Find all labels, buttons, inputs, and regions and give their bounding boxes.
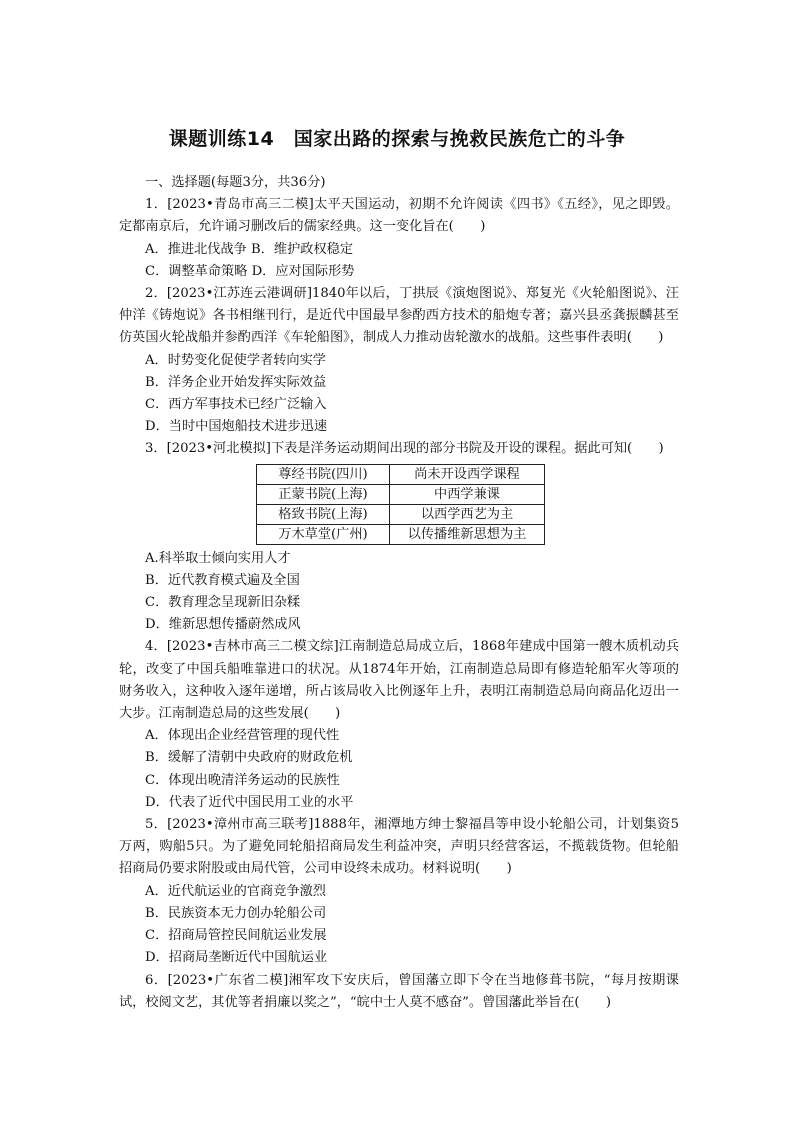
table-cell: 尚未开设西学课程: [390, 464, 545, 484]
question-5-option-c: C．招商局管控民间航运业发展: [145, 928, 327, 944]
question-3-option-a: A.科举取士倾向实用人才: [145, 550, 291, 566]
table-cell: 格致书院(上海): [257, 504, 390, 524]
question-4-option-c: C．体现出晚清洋务运动的民族性: [145, 772, 340, 788]
page-title: 课题训练14 国家出路的探索与挽救民族危亡的斗争: [168, 128, 626, 150]
question-4-stem: 4．[2023•吉林市高三二模文综]江南制造总局成立后，1868年建成中国第一艘木质机动兵轮，改变了中国兵船唯靠进口的状况。从1874年开始，江南制造总局即有修造轮船军火等项的财务收入，这种收入逐年递增，所占该局收入比例逐年上升，表明江南制造总局向商品化迈出一大步。江南制造总局的这些发展( ): [119, 639, 679, 722]
document-body: [119, 172, 679, 1014]
question-5-option-d: D．招商局垄断近代中国航运业: [145, 950, 328, 966]
table-cell: 正蒙书院(上海): [257, 484, 390, 504]
question-5-option-a: A．近代航运业的官商竞争激烈: [145, 883, 326, 899]
question-5-stem: 5．[2023•漳州市高三联考]1888年，湘潭地方绅士黎福昌等申设小轮船公司，计划集资5万两，购船5只。为了避免同轮船招商局发生利益冲突，声明只经营客运，不揽载货物。但轮船招商局仍要求附股或由局代管，公司申设终未成功。材料说明( ): [119, 817, 679, 877]
question-2-option-d: D．当时中国炮船技术进步迅速: [145, 419, 328, 435]
question-4-option-a: A．体现出企业经营管理的现代性: [145, 728, 340, 744]
question-5-option-b: B．民族资本无力创办轮船公司: [145, 905, 327, 921]
question-1-option-row: C．调整革命策略 D．应对国际形势: [145, 263, 355, 279]
section-heading: 一、选择题(每题3分，共36分): [145, 175, 326, 190]
academy-table: [256, 464, 545, 545]
question-1-option-row: A．推进北伐战争 B．维护政权稳定: [145, 241, 354, 257]
question-3-option-c: C．教育理念呈现新旧杂糅: [145, 595, 301, 611]
table-cell: 中西学兼课: [390, 484, 545, 504]
table-row: [257, 484, 545, 504]
question-3-option-d: D．维新思想传播蔚然成风: [145, 617, 301, 633]
table-cell: 尊经书院(四川): [257, 464, 390, 484]
question-3-stem: 3．[2023•河北模拟]下表是洋务运动期间出现的部分书院及开设的课程。据此可知( ): [145, 441, 664, 457]
table-cell: 以西学西艺为主: [390, 504, 545, 524]
question-2-option-c: C．西方军事技术已经广泛输入: [145, 397, 327, 413]
table-cell: 以传播维新思想为主: [390, 524, 545, 544]
question-2-option-b: B．洋务企业开始发挥实际效益: [145, 374, 327, 390]
question-1-stem: 1．[2023•青岛市高三二模]太平天国运动，初期不允许阅读《四书》《五经》，见之即毁。定都南京后，允许诵习删改后的儒家经典。这一变化旨在( ): [119, 197, 679, 235]
table-cell: 万木草堂(广州): [257, 524, 390, 544]
table-row: [257, 524, 545, 544]
table-row: [257, 464, 545, 484]
question-6-stem: 6．[2023•广东省二模]湘军攻下安庆后，曾国藩立即下令在当地修葺书院，“每月按期课试，校阅文艺，其优等者捐廉以奖之”，“皖中士人莫不感奋”。曾国藩此举旨在( ): [119, 972, 679, 1010]
question-2-option-a: A．时势变化促使学者转向实学: [145, 352, 326, 368]
question-4-option-b: B．缓解了清朝中央政府的财政危机: [145, 750, 353, 766]
question-2-stem: 2．[2023•江苏连云港调研]1840年以后，丁拱辰《演炮图说》、郑复光《火轮船图说》、汪仲洋《铸炮说》各书相继刊行，是近代中国最早参酌西方技术的船炮专著；嘉兴县丞龚振麟甚至仿英国火轮战船并参酌西洋《车轮船图》，制成人力推动齿轮激水的战船。这些事件表明( ): [119, 286, 679, 346]
question-4-option-d: D．代表了近代中国民用工业的水平: [145, 794, 354, 810]
question-3-option-b: B．近代教育模式遍及全国: [145, 572, 300, 588]
table-row: [257, 504, 545, 524]
